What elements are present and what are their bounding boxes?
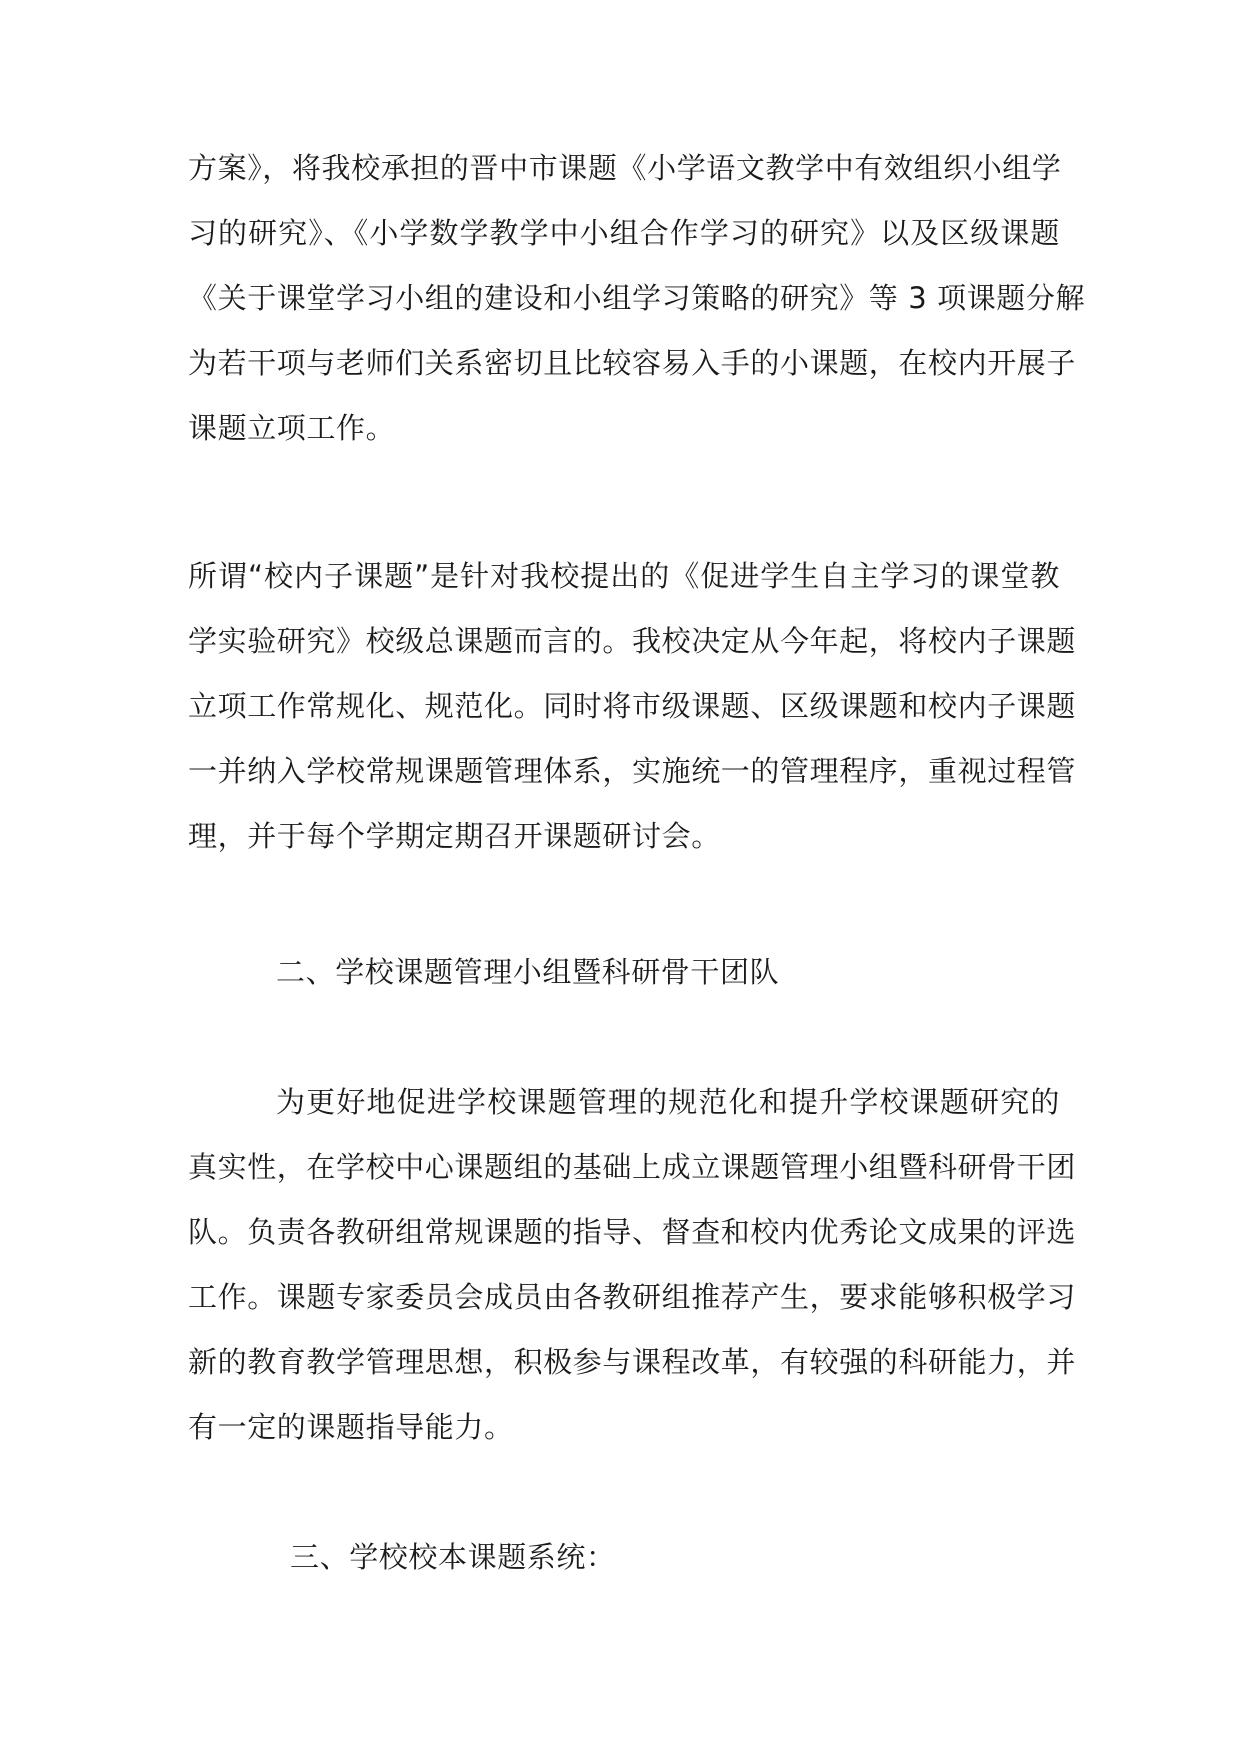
section-heading-2	[276, 940, 1060, 1005]
paragraph-3	[188, 1070, 1077, 1460]
paragraph-line: 为更好地促进学校课题管理的规范化和提升学校课题研究的	[276, 1085, 1060, 1119]
paragraph-line: 立项工作常规化、规范化。同时将市级课题、区级课题和校内子课题	[188, 689, 1077, 723]
paragraph-line: 习的研究》、《小学数学教学中小组合作学习的研究》以及区级课题	[188, 216, 1060, 250]
paragraph-line: 队。负责各教研组常规课题的指导、督查和校内优秀论文成果的评选	[188, 1215, 1077, 1249]
paragraph-line: 方案》，将我校承担的晋中市课题《小学语文教学中有效组织小组学	[188, 151, 1062, 185]
paragraph-line: 《关于课堂学习小组的建设和小组学习策略的研究》等 3 项课题分解	[188, 281, 1086, 315]
section-heading-text: 三、学校校本课题系统：	[290, 1540, 616, 1574]
section-heading-3	[290, 1525, 1060, 1590]
section-heading-text: 二、学校课题管理小组暨科研骨干团队	[276, 955, 780, 989]
paragraph-line: 有一定的课题指导能力。	[188, 1410, 514, 1444]
paragraph-2	[188, 544, 1077, 869]
paragraph-line: 工作。课题专家委员会成员由各教研组推荐产生，要求能够积极学习	[188, 1280, 1077, 1314]
paragraph-1	[188, 136, 1086, 461]
paragraph-line: 学实验研究》校级总课题而言的。我校决定从今年起，将校内子课题	[188, 624, 1077, 658]
paragraph-line: 为若干项与老师们关系密切且比较容易入手的小课题，在校内开展子	[188, 346, 1077, 380]
paragraph-line: 真实性，在学校中心课题组的基础上成立课题管理小组暨科研骨干团	[188, 1150, 1077, 1184]
paragraph-line: 一并纳入学校常规课题管理体系，实施统一的管理程序，重视过程管	[188, 754, 1077, 788]
paragraph-line: 所谓“校内子课题”是针对我校提出的《促进学生自主学习的课堂教	[188, 559, 1060, 593]
paragraph-line: 课题立项工作。	[188, 411, 396, 445]
paragraph-line: 理，并于每个学期定期召开课题研讨会。	[188, 819, 721, 853]
paragraph-line: 新的教育教学管理思想，积极参与课程改革，有较强的科研能力，并	[188, 1345, 1077, 1379]
